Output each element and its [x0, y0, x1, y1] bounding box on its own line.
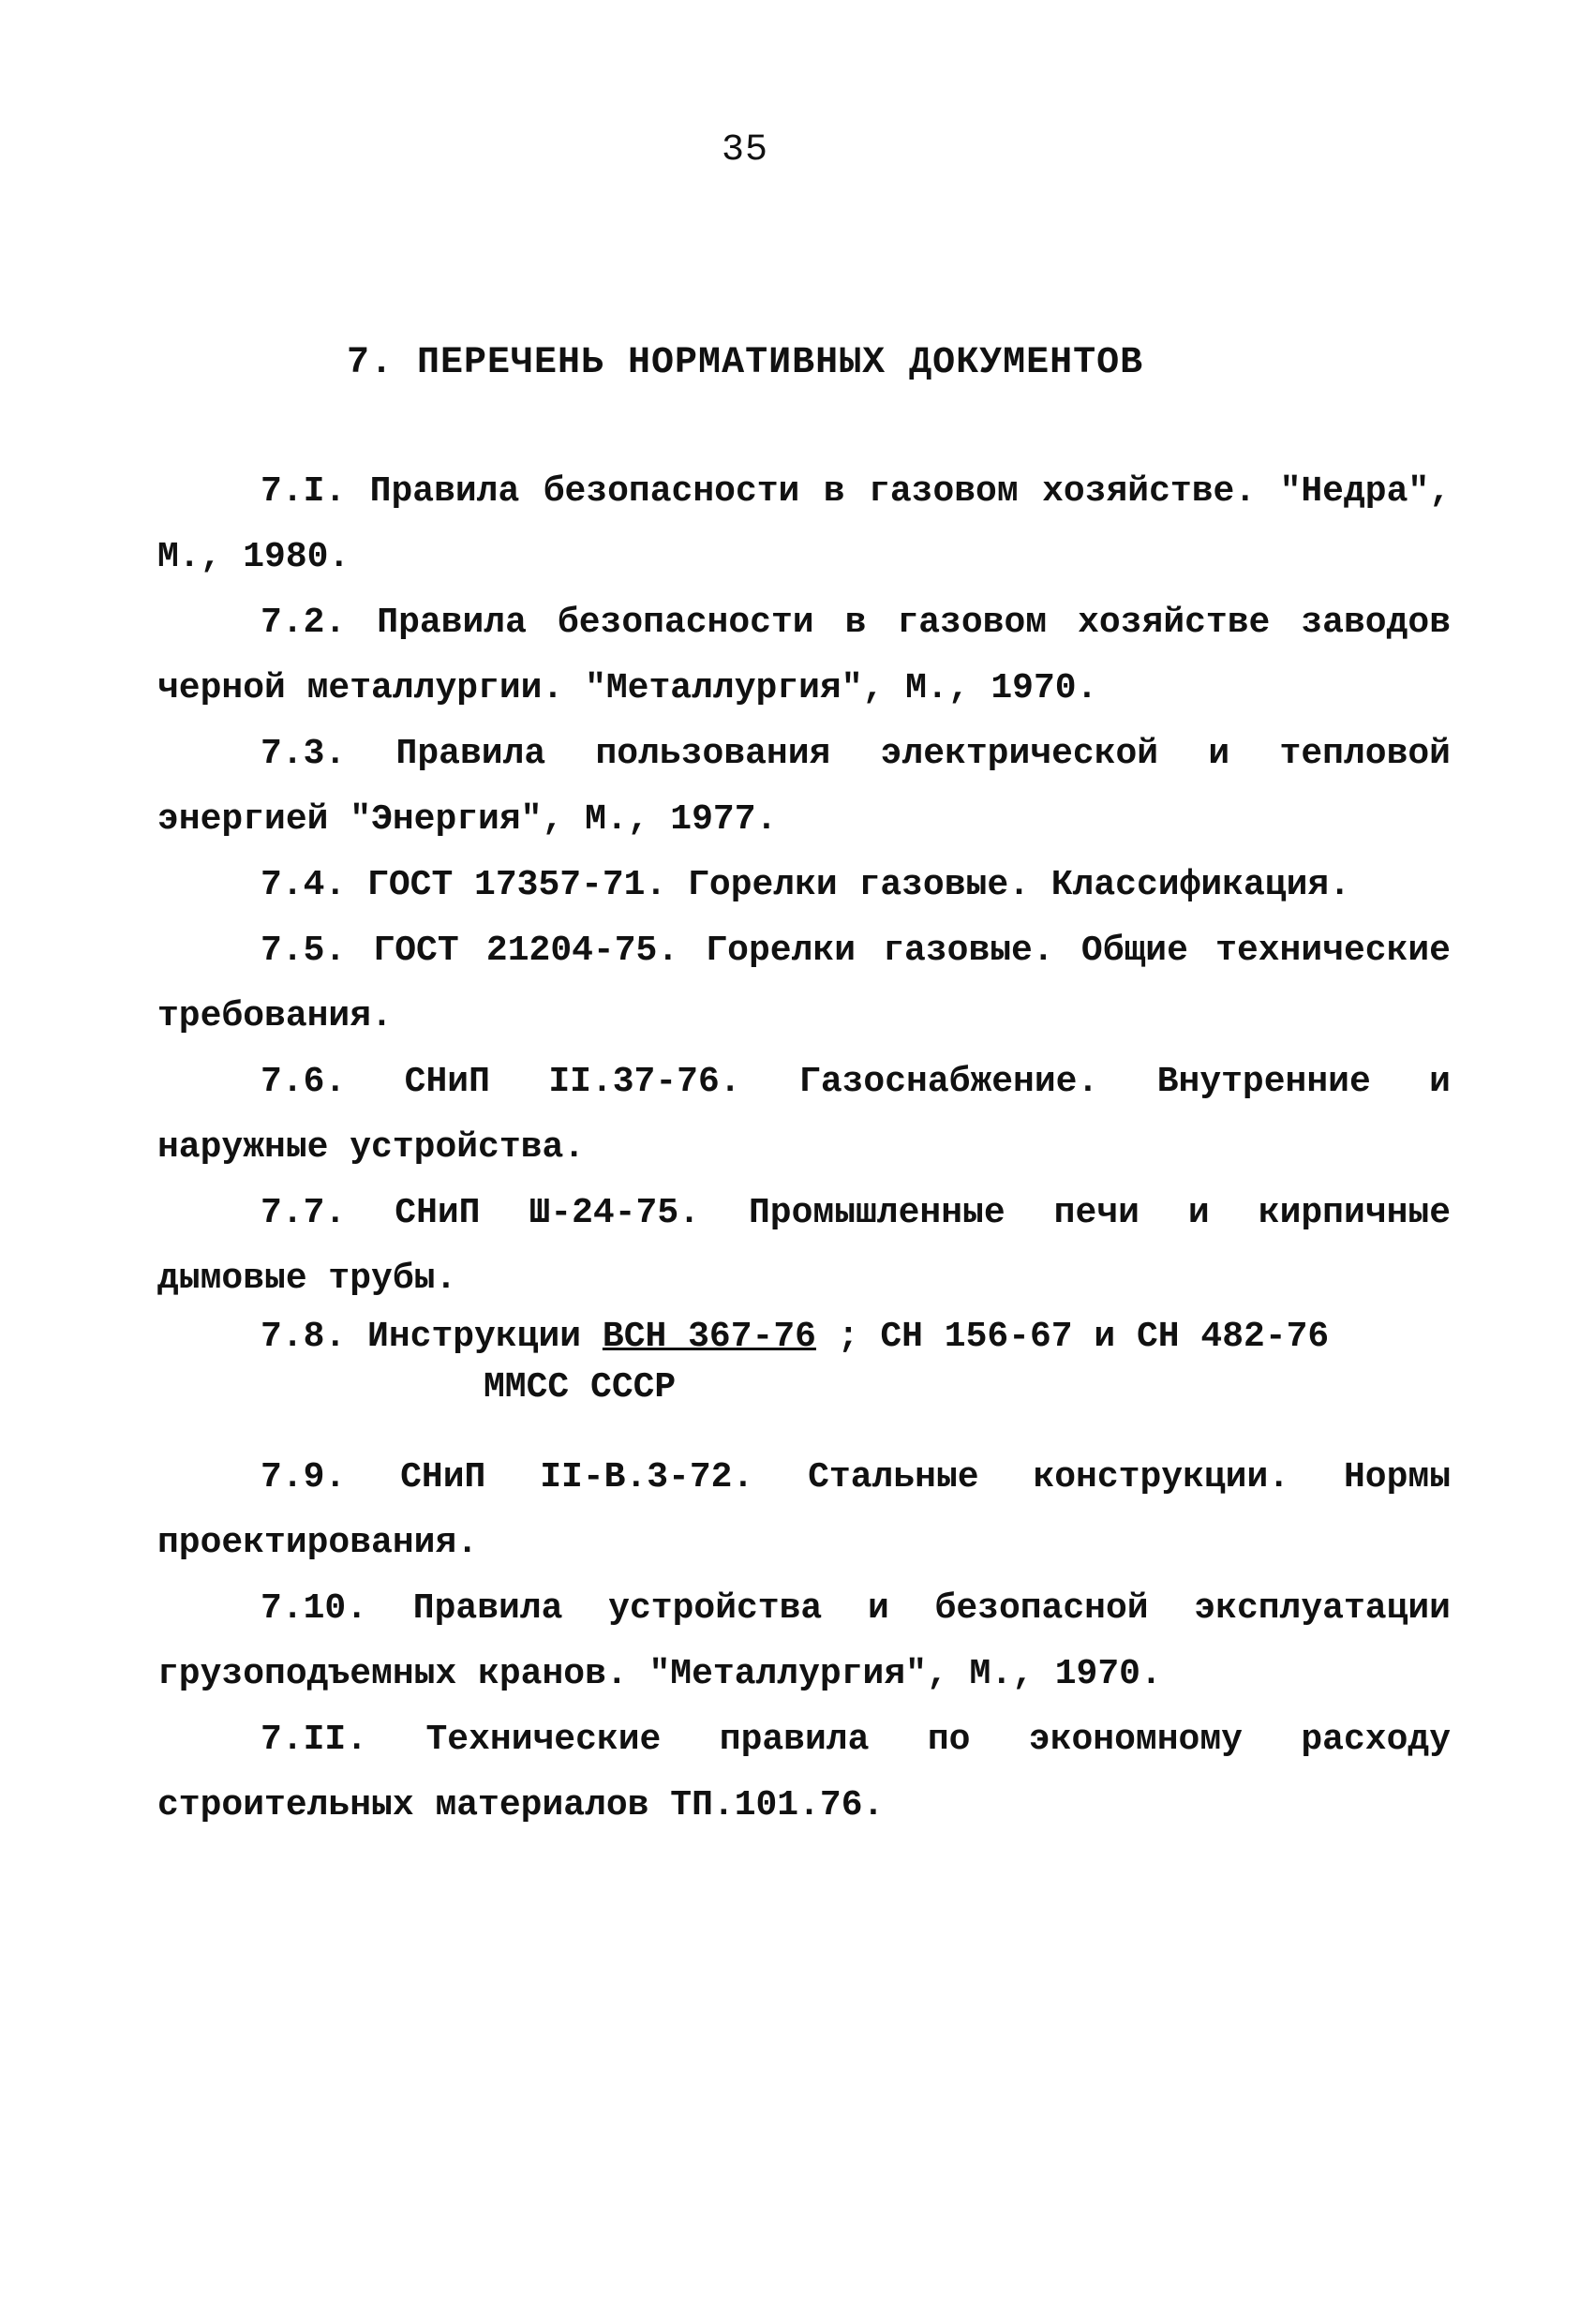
entry-text: Технические правила по экономному расходу строительных материалов ТП.101.76. — [157, 1720, 1451, 1825]
entry-number: 7.9. — [261, 1457, 347, 1497]
section-title: 7. ПЕРЕЧЕНЬ НОРМАТИВНЫХ ДОКУМЕНТОВ — [347, 342, 1144, 384]
entry-number: 7.4. — [261, 865, 347, 905]
list-item — [157, 853, 1451, 918]
list-item — [157, 918, 1451, 1050]
entry-number: 7.2. — [261, 603, 347, 643]
list-item — [157, 459, 1451, 590]
entry-text: Правила безопасности в газовом хозяйстве. "Недра", М., 1980. — [157, 471, 1451, 577]
list-item — [157, 1445, 1451, 1576]
entry-text: СНиП II.37-76. Газоснабжение. Внутренние и наружные устройства. — [157, 1062, 1451, 1168]
entry-text: ГОСТ 21204-75. Горелки газовые. Общие технические требования. — [157, 931, 1451, 1036]
entry-number: 7.6. — [261, 1062, 347, 1102]
entry-text: Правила пользования электрической и тепловой энергией "Энергия", М., 1977. — [157, 734, 1451, 840]
entry-number: 7.7. — [261, 1193, 347, 1233]
entry-text: СНиП Ш-24-75. Промышленные печи и кирпичные дымовые трубы. — [157, 1193, 1451, 1299]
entry-rest: ; СН 156-67 и СН 482-76 — [837, 1317, 1330, 1357]
list-item — [157, 1050, 1451, 1181]
entry-organization: ММСС СССР — [484, 1367, 677, 1408]
normative-documents-list — [157, 459, 1451, 1839]
entry-text: ГОСТ 17357-71. Горелки газовые. Классификация. — [367, 865, 1351, 905]
entry-number: 7.I. — [261, 471, 347, 512]
entry-number: 7.8. — [261, 1317, 347, 1357]
list-item — [157, 722, 1451, 853]
page-number: 35 — [722, 129, 769, 171]
entry-number: 7.10. — [261, 1588, 368, 1629]
entry-number: 7.II. — [261, 1720, 368, 1760]
list-item — [157, 590, 1451, 722]
entry-text: СНиП II-В.3-72. Стальные конструкции. Нормы проектирования. — [157, 1457, 1451, 1563]
entry-prefix: Инструкции — [367, 1317, 582, 1357]
list-item — [157, 1576, 1451, 1707]
entry-doc-code: ВСН 367-76 — [602, 1317, 816, 1357]
list-item — [157, 1707, 1451, 1839]
list-item-instructions — [157, 1312, 1451, 1413]
entry-number: 7.3. — [261, 734, 347, 774]
entry-text: Правила устройства и безопасной эксплуатации грузоподъемных кранов. "Металлургия", М., 1970. — [157, 1588, 1451, 1694]
entry-number: 7.5. — [261, 931, 347, 971]
list-item — [157, 1181, 1451, 1312]
entry-text: Правила безопасности в газовом хозяйстве заводов черной металлургии. "Металлургия", М., 1970. — [157, 603, 1452, 708]
